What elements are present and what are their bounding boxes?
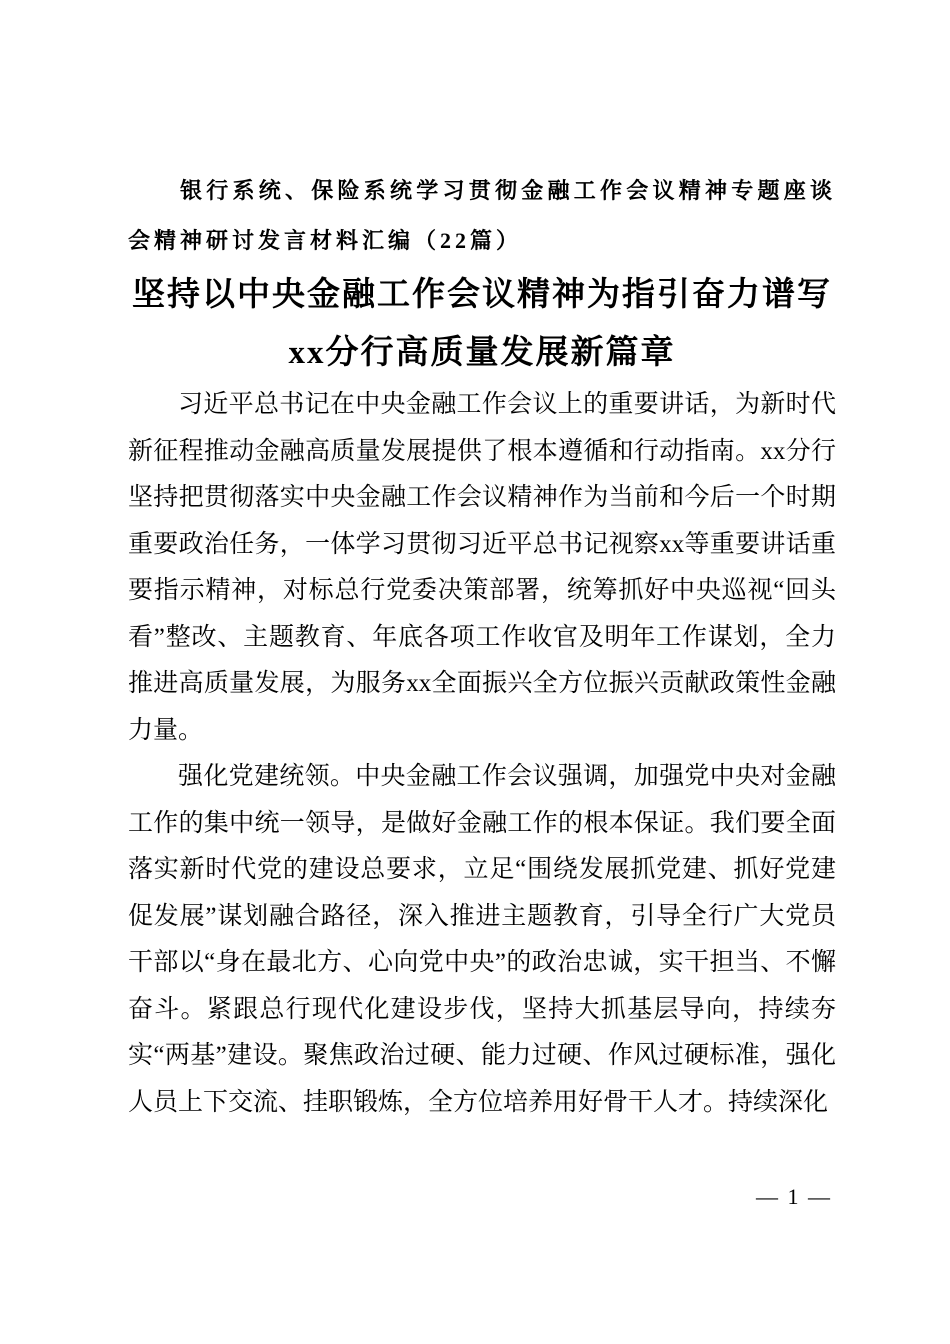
document-content bbox=[128, 166, 836, 1126]
page-number: — 1 — bbox=[756, 1184, 832, 1209]
document-title bbox=[128, 266, 836, 382]
title-line-2: xx分行高质量发展新篇章 bbox=[288, 335, 676, 371]
title-line-1: 坚持以中央金融工作会议精神为指引奋力谱写 bbox=[132, 277, 832, 313]
body-paragraph-1: 习近平总书记在中央金融工作会议上的重要讲话，为新时代新征程推动金融高质量发展提供了根本遵循和行动指南。xx分行坚持把贯彻落实中央金融工作会议精神作为当前和今后一个时期重要政治任务，一体学习贯彻习近平总书记视察xx等重要讲话重要指示精神，对标总行党委决策部署，统筹抓好中央巡视“回头看”整改、主题教育、年底各项工作收官及明年工作谋划，全力推进高质量发展，为服务xx全面振兴全方位振兴贡献政策性金融力量。 bbox=[128, 391, 836, 744]
compilation-header: 银行系统、保险系统学习贯彻金融工作会议精神专题座谈会精神研讨发言材料汇编（22篇） bbox=[128, 178, 836, 253]
body-paragraph-2: 强化党建统领。中央金融工作会议强调，加强党中央对金融工作的集中统一领导，是做好金融工作的根本保证。我们要全面落实新时代党的建设总要求，立足“围绕发展抓党建、抓好党建促发展”谋划融合路径，深入推进主题教育，引导全行广大党员干部以“身在最北方、心向党中央”的政治忠诚，实干担当、不懈奋斗。紧跟总行现代化建设步伐，坚持大抓基层导向，持续夯实“两基”建设。聚焦政治过硬、能力过硬、作风过硬标准，强化人员上下交流、挂职锻炼，全方位培养用好骨干人才。持续深化 bbox=[128, 763, 836, 1116]
